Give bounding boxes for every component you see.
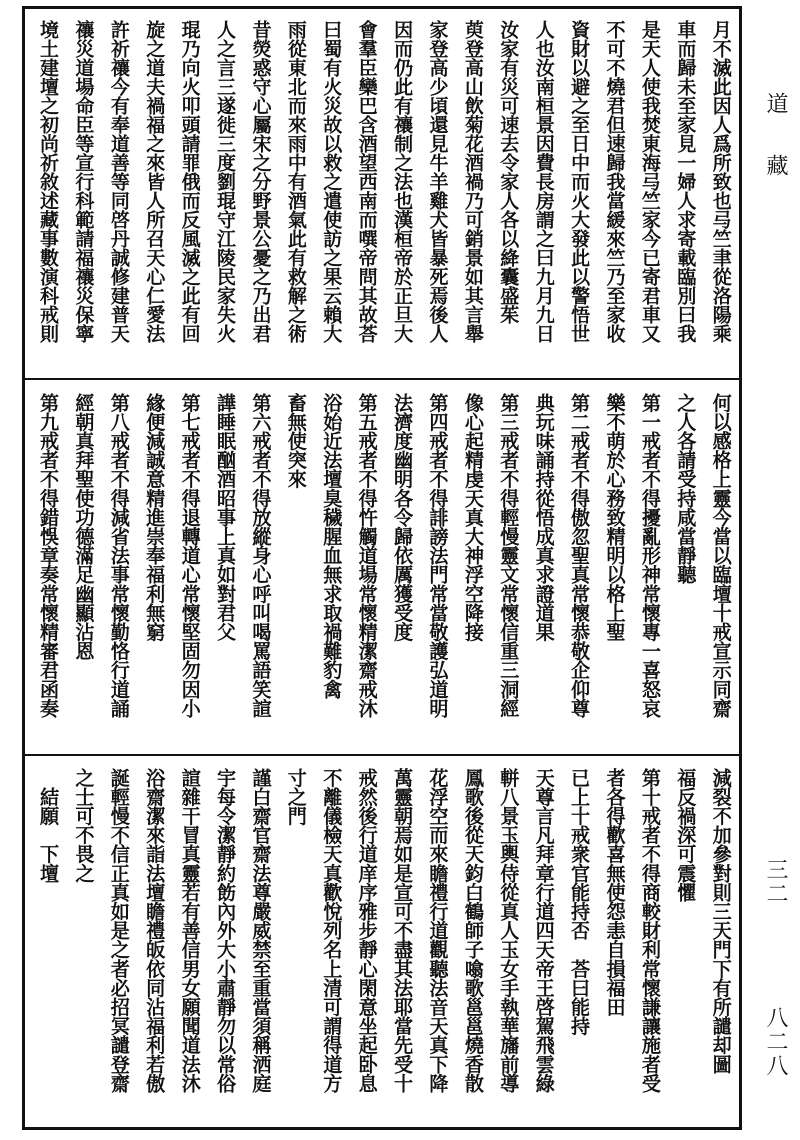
text-column: 第二戒者不得傲忽聖真常懷恭敬企仰尊 xyxy=(568,393,592,718)
text-column: 萸登高山飲菊花酒禍乃可銷景如其言舉 xyxy=(461,20,484,343)
text-column: 第一戒者不得擾亂形神常懷專一喜怒哀 xyxy=(638,393,662,718)
text-column: 花浮空而來瞻禮行道觀聽法音天真下降 xyxy=(426,768,450,1093)
volume-number: 三二 xyxy=(763,858,788,906)
text-column: 戒然後行道庠序雅步靜心閑意坐起卧息 xyxy=(355,768,379,1093)
text-column: 之士可不畏之 xyxy=(72,768,96,883)
text-column: 境土建壇之初尚祈敘述藏事數演科戒則 xyxy=(37,20,59,343)
text-column: 之人各請受持咸當靜聽 xyxy=(674,393,698,584)
text-column: 旋之道夫禍福之來皆人所召天心仁愛法 xyxy=(143,20,166,343)
text-column: 第六戒者不得放縱身心呼叫喝罵語笑諠 xyxy=(249,393,273,718)
text-column: 因而仍此有禳制之法也漢桓帝於正旦大 xyxy=(391,20,414,343)
text-section-upper xyxy=(30,20,736,370)
text-column: 不可不燒君但速歸我當緩來竺乃至家收 xyxy=(603,20,626,343)
text-column: 琨乃向火叩頭請罪俄而反風滅之此有回 xyxy=(178,20,201,343)
text-column: 浴齋潔來詣法壇瞻禮皈依同沾福利若傲 xyxy=(143,768,167,1093)
text-column: 汝家有災可速去令家人各以絳囊盛茱 xyxy=(497,20,520,324)
page-number: 八二八 xyxy=(763,1006,788,1078)
text-column: 第三戒者不得輕慢靈文常懷信重三洞經 xyxy=(497,393,521,718)
text-column: 禳災道場命臣等宣行科範請福禳災保寧 xyxy=(72,20,95,343)
text-column: 許祈禳今有奉道善等同啓丹誠修建普天 xyxy=(107,20,130,343)
collection-title: 道藏 xyxy=(763,92,788,216)
text-column: 軿八景玉輿侍從真人玉女手執華旛前導 xyxy=(497,768,521,1093)
text-column: 者各得歡喜無使怨恚自損福田 xyxy=(603,768,627,1017)
text-column: 諠雜干冒真靈若有善信男女願聞道法沐 xyxy=(178,768,202,1093)
text-column: 樂不萌於心務致精明以格上聖 xyxy=(603,393,627,642)
text-column: 謹白齋官齋法尊嚴威禁至重當須稱洒庭 xyxy=(249,768,273,1093)
text-column: 第七戒者不得退轉道心常懷堅固勿因小 xyxy=(178,393,202,718)
text-column: 會羣臣欒巴含酒望西南而噀帝問其故荅 xyxy=(355,20,378,343)
text-column: 結願 下壇 xyxy=(37,768,60,883)
text-section-middle xyxy=(30,393,736,745)
text-column: 車而歸未至家見一婦人求寄載臨別曰我 xyxy=(674,20,697,343)
text-column: 曰蜀有火災故以救之遣使訪之果云賴大 xyxy=(320,20,343,343)
text-column: 浴始近法壇臭穢腥血無求取禍難豹禽 xyxy=(320,393,344,699)
text-column: 寸之門 xyxy=(284,768,308,826)
text-column: 法濟度幽明各令歸依厲獲受度 xyxy=(391,393,415,642)
text-column: 典玩味誦持從悟成真求證道果 xyxy=(532,393,556,642)
text-column: 是天人使我焚東海㢧竺家今已寄君車又 xyxy=(638,20,661,343)
text-column: 已上十戒衆官能持否 荅曰能持 xyxy=(568,768,592,1036)
text-column: 家登高少頃還見牛羊雞犬皆暴死焉後人 xyxy=(426,20,449,343)
text-column: 第九戒者不得錯悞章奏常懷精審君函奏 xyxy=(37,393,60,718)
text-column: 第四戒者不得誹謗法門常當敬護弘道明 xyxy=(426,393,450,718)
text-column: 第十戒者不得商較財利常懷謙讓施者受 xyxy=(638,768,662,1093)
text-column: 雨從東北而來雨中有酒氣此有救解之術 xyxy=(284,20,307,343)
text-column: 昔熒惑守心屬宋之分野景公憂之乃出君 xyxy=(249,20,272,343)
text-column: 人之言三遂徙三度劉琨守江陵民家失火 xyxy=(214,20,237,343)
text-column: 第八戒者不得減省法事常懷勤恪行道誦 xyxy=(107,393,131,718)
text-column: 誕輕慢不信正真如是之者必招冥譴登齋 xyxy=(107,768,131,1093)
text-column: 減裂不加參對則三天門下有所譴却圖 xyxy=(709,768,733,1074)
text-column: 何以感格上靈今當以臨壇十戒宣示同齋 xyxy=(709,393,733,718)
text-section-lower xyxy=(30,768,736,1120)
section-divider-upper xyxy=(22,378,742,380)
text-column: 天尊言凡拜章行道四天帝王啓駕飛雲綠 xyxy=(532,768,556,1093)
text-column: 資財以避之至日中而火大發此以警悟世 xyxy=(568,20,591,343)
section-divider-lower xyxy=(22,754,742,756)
text-column: 經朝真拜聖使功德滿足幽顯沾恩 xyxy=(72,393,96,661)
text-column: 緣便減誠意精進崇奉福利無窮 xyxy=(143,393,167,642)
text-column: 像心起精虔天真大神浮空降接 xyxy=(461,393,485,642)
text-column: 譁睡眠酗酒昭事上真如對君父 xyxy=(214,393,238,642)
text-column: 第五戒者不得忤觸道場常懷精潔齋戒沐 xyxy=(355,393,379,718)
text-column: 宇每令潔靜約飭內外大小肅靜勿以常俗 xyxy=(214,768,238,1093)
text-column: 人也汝南桓景因費長房謂之曰九月九日 xyxy=(532,20,555,343)
text-column: 鳳歌後從天鈞白鶴師子噏歌邕邕燒香散 xyxy=(461,768,485,1093)
text-column: 不離儀檢天真歡悅列名上清可謂得道方 xyxy=(320,768,344,1093)
text-column: 月不滅此因人爲所致也㢧竺聿從洛陽乘 xyxy=(709,20,732,343)
text-column: 畜無使突來 xyxy=(284,393,308,489)
text-column: 萬靈朝焉如是宣可不盡其法耶當先受十 xyxy=(391,768,415,1093)
text-column: 福反禍深可震懼 xyxy=(674,768,698,902)
